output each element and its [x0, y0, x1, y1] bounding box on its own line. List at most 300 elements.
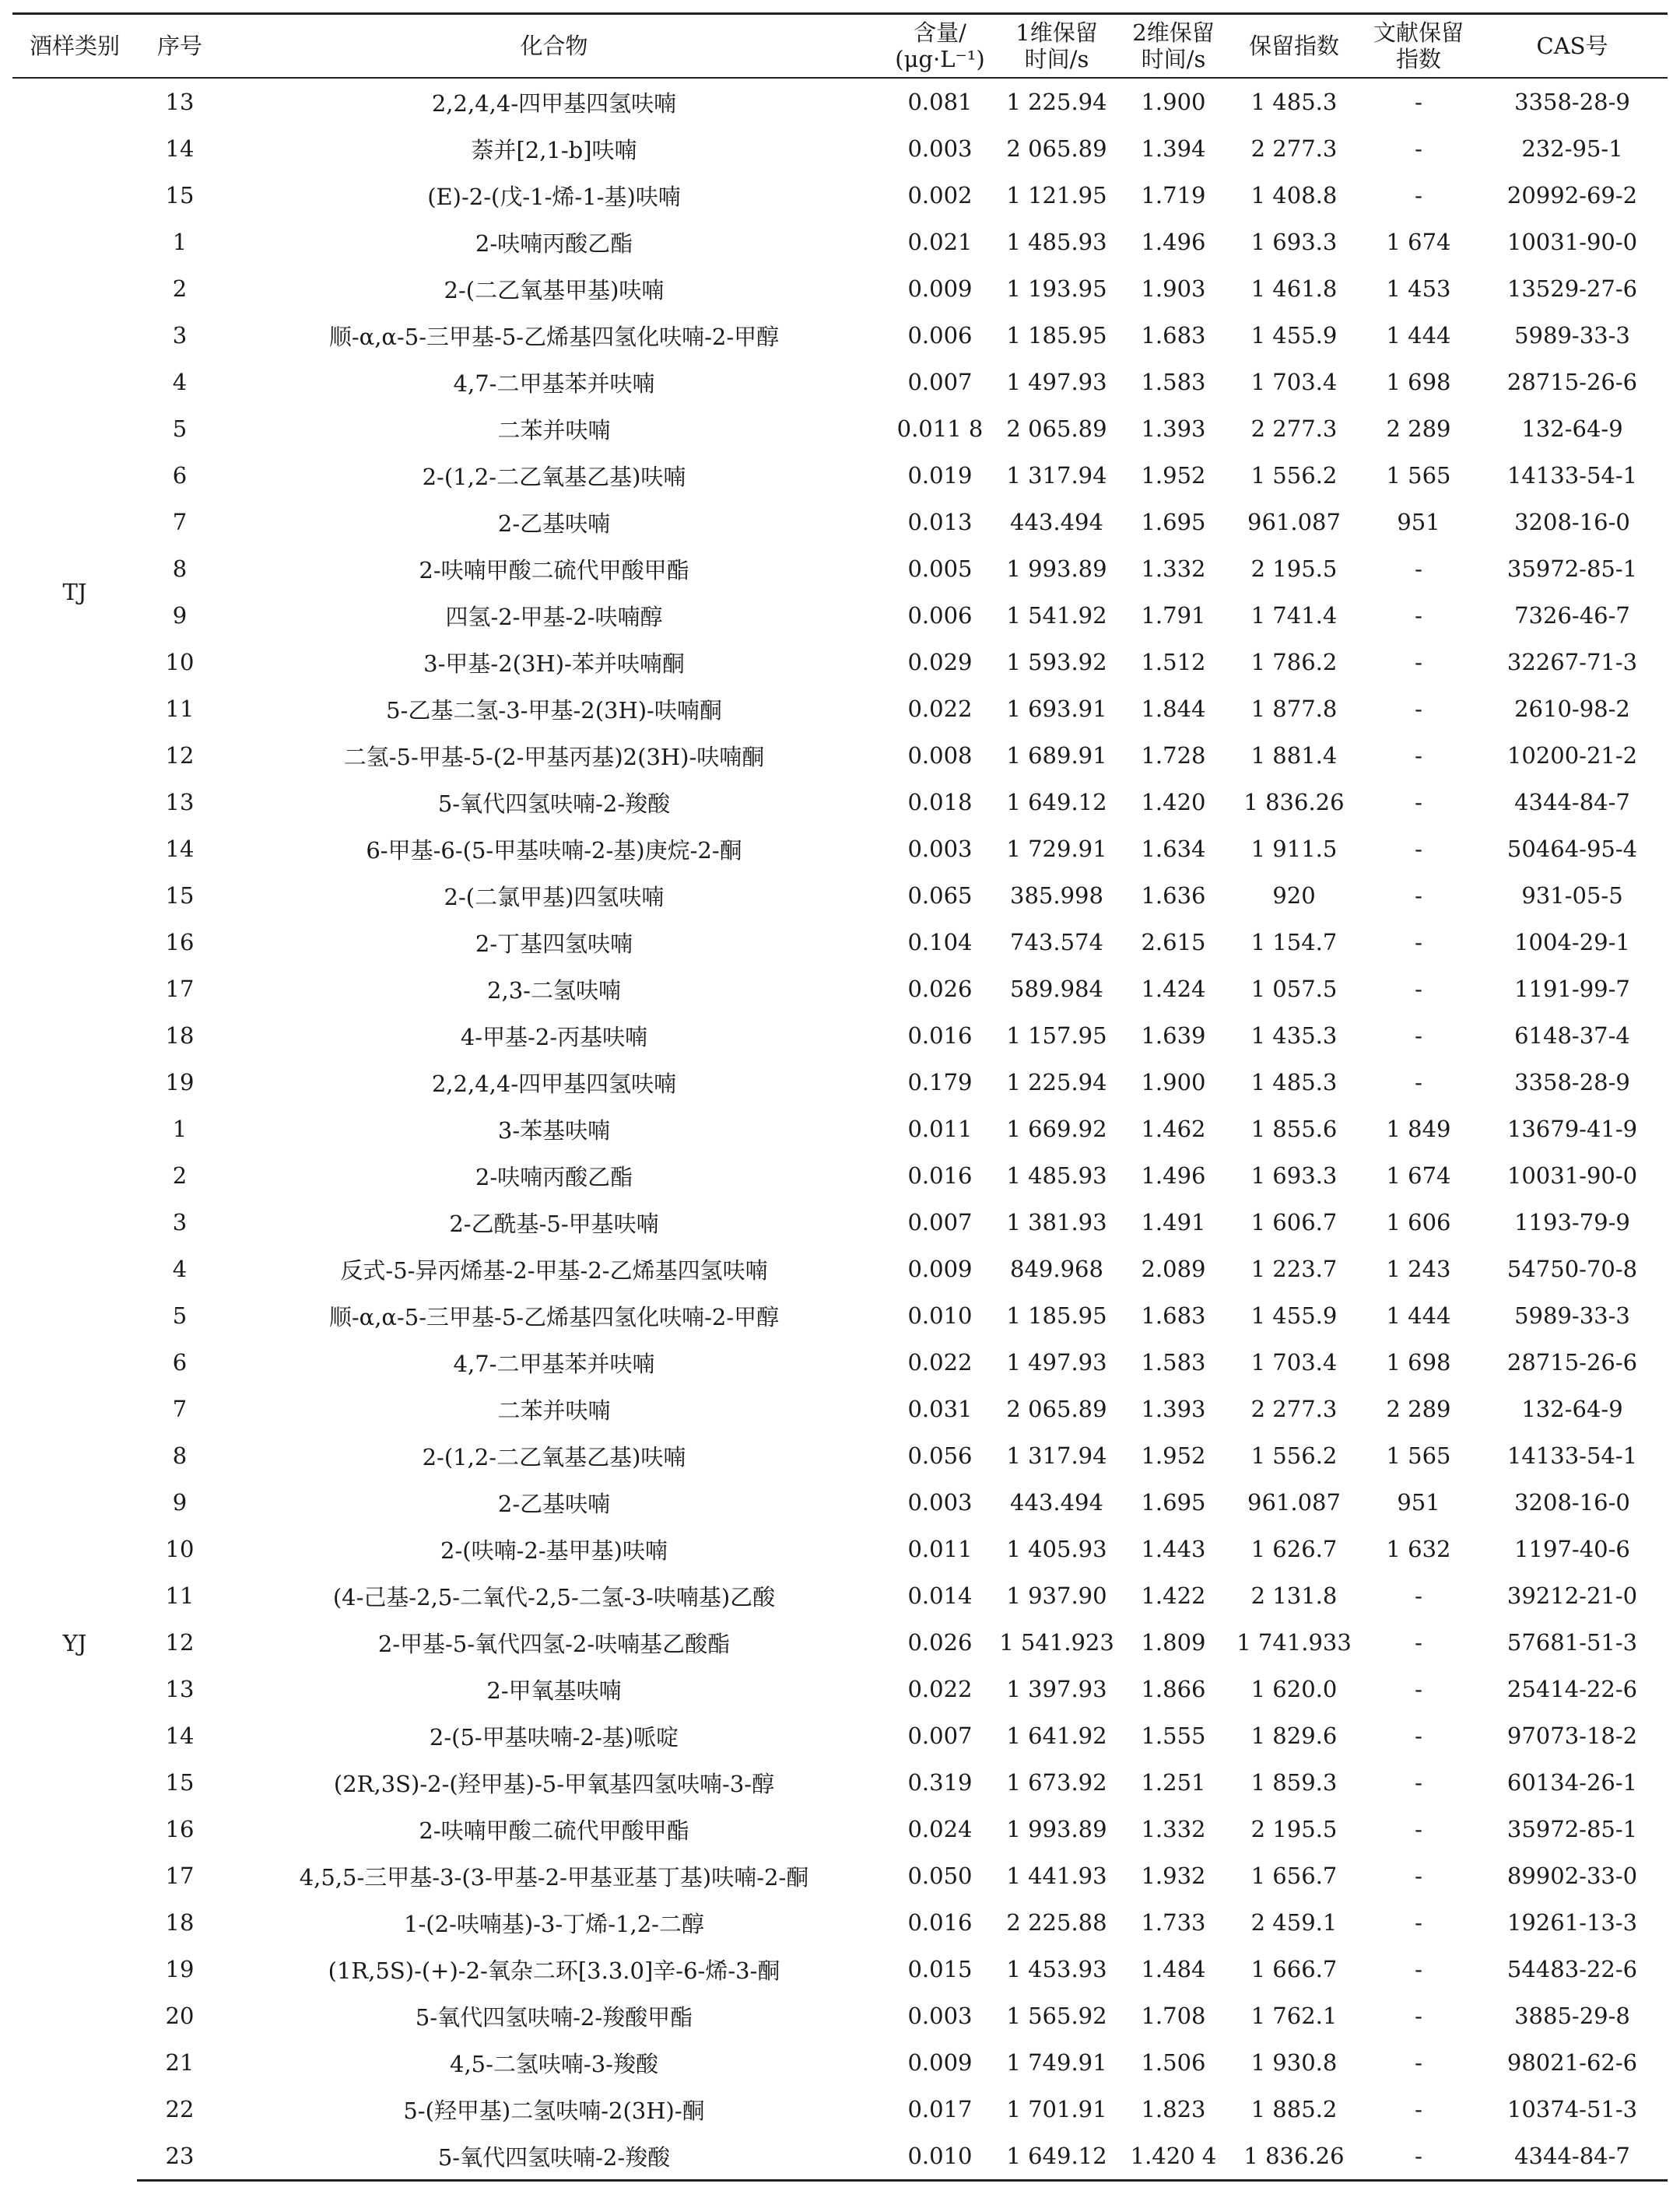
header-rt1	[994, 14, 1119, 79]
content-value: 0.031	[907, 1396, 973, 1422]
compound-name: 3-苯基呋喃	[497, 1116, 611, 1144]
row-number: 8	[172, 556, 188, 582]
literature-index: 1 674	[1386, 229, 1451, 255]
compound-name: 3-甲基-2(3H)-苯并呋喃酮	[423, 650, 685, 677]
row-number: 20	[165, 2003, 195, 2029]
content-value: 0.024	[907, 1816, 973, 1842]
table-row	[12, 1572, 1668, 1619]
row-number: 9	[172, 602, 188, 629]
rt1-value: 1 317.94	[1006, 462, 1107, 489]
table-row	[12, 1946, 1668, 1992]
table-row	[12, 639, 1668, 685]
cas-number: 28715-26-6	[1506, 369, 1638, 395]
content-value: 0.005	[907, 556, 973, 582]
rt1-value: 1 993.89	[1006, 1816, 1107, 1842]
cas-number: 132-64-9	[1521, 1396, 1623, 1422]
compound-name: 5-(羟甲基)二氢呋喃-2(3H)-酮	[403, 2097, 705, 2124]
table-row	[12, 1712, 1668, 1759]
cas-number: 931-05-5	[1521, 882, 1623, 909]
compound-name: 4,5-二氢呋喃-3-羧酸	[450, 2050, 658, 2077]
row-number: 16	[165, 1816, 195, 1842]
row-number: 3	[172, 1209, 188, 1235]
compound-name: 2-(二乙氧基甲基)呋喃	[444, 276, 665, 303]
rt1-value: 443.494	[1010, 509, 1103, 535]
table-row	[12, 779, 1668, 825]
row-number: 16	[165, 929, 195, 955]
rt2-value: 1.443	[1141, 1536, 1206, 1562]
rt1-value: 1 701.91	[1006, 2096, 1107, 2122]
cas-number: 35972-85-1	[1506, 1816, 1638, 1842]
content-value: 0.003	[907, 135, 973, 162]
rt2-value: 1.733	[1141, 1909, 1206, 1936]
rt1-value: 443.494	[1010, 1489, 1103, 1516]
literature-index: -	[1415, 789, 1422, 815]
header-compound: 化合物	[223, 14, 886, 79]
header-rt1-line1: 1维保留	[1015, 19, 1098, 46]
retention-index: 1 741.933	[1236, 1629, 1352, 1656]
rt2-value: 1.823	[1141, 2096, 1206, 2122]
cas-number: 1193-79-9	[1514, 1209, 1630, 1235]
table-row	[12, 1432, 1668, 1479]
rt1-value: 849.968	[1010, 1256, 1103, 1282]
row-number: 19	[165, 1956, 195, 1982]
compound-name: (4-己基-2,5-二氧代-2,5-二氢-3-呋喃基)乙酸	[332, 1583, 776, 1610]
cas-number: 10031-90-0	[1506, 229, 1638, 255]
literature-index: 1 444	[1386, 1302, 1451, 1329]
rt2-value: 2.615	[1141, 929, 1206, 955]
content-value: 0.010	[907, 1302, 973, 1329]
row-number: 11	[165, 696, 195, 722]
header-rt2-line1: 2维保留	[1132, 19, 1215, 46]
rt2-value: 1.332	[1141, 1816, 1206, 1842]
retention-index: 1 693.3	[1250, 1162, 1338, 1189]
content-value: 0.029	[907, 649, 973, 675]
rt2-value: 1.695	[1141, 1489, 1206, 1516]
literature-index: -	[1415, 649, 1422, 675]
content-value: 0.009	[907, 275, 973, 302]
compound-name: 2-甲氧基呋喃	[486, 1677, 622, 1704]
rt2-value: 1.583	[1141, 369, 1206, 395]
row-number: 11	[165, 1582, 195, 1609]
content-value: 0.007	[907, 369, 973, 395]
row-number: 6	[172, 462, 188, 489]
retention-index: 1 762.1	[1250, 2003, 1338, 2029]
content-value: 0.016	[907, 1022, 973, 1049]
cas-number: 7326-46-7	[1514, 602, 1630, 629]
literature-index: -	[1415, 2003, 1422, 2029]
row-number: 10	[165, 1536, 195, 1562]
rt2-value: 1.634	[1141, 836, 1206, 862]
literature-index: -	[1415, 1816, 1422, 1842]
table-row	[12, 312, 1668, 359]
rt2-value: 1.583	[1141, 1349, 1206, 1376]
rt2-value: 1.422	[1141, 1582, 1206, 1609]
retention-index: 1 859.3	[1250, 1769, 1338, 1796]
table-row	[12, 1386, 1668, 1432]
cas-number: 5989-33-3	[1514, 322, 1630, 349]
compound-name: 2-乙基呋喃	[497, 1490, 611, 1517]
row-number: 4	[172, 1256, 188, 1282]
row-number: 3	[172, 322, 188, 349]
header-lit-ri	[1360, 14, 1477, 79]
table-row	[12, 1199, 1668, 1246]
header-rt1-line2: 时间/s	[1024, 46, 1089, 72]
cas-number: 13679-41-9	[1506, 1116, 1638, 1142]
content-value: 0.022	[907, 1349, 973, 1376]
compound-name: 2-(1,2-二乙氧基乙基)呋喃	[422, 463, 686, 490]
rt1-value: 1 485.93	[1006, 1162, 1107, 1189]
row-number: 18	[165, 1022, 195, 1049]
retention-index: 1 455.9	[1250, 322, 1338, 349]
cas-number: 32267-71-3	[1506, 649, 1638, 675]
literature-index: 1 632	[1386, 1536, 1451, 1562]
rt1-value: 1 565.92	[1006, 2003, 1107, 2029]
rt1-value: 1 729.91	[1006, 836, 1107, 862]
retention-index: 1 620.0	[1250, 1676, 1338, 1702]
cas-number: 10374-51-3	[1506, 2096, 1638, 2122]
table-row	[12, 2086, 1668, 2133]
row-number: 2	[172, 275, 188, 302]
table-row	[12, 359, 1668, 405]
row-number: 13	[165, 89, 195, 115]
table-row	[12, 1899, 1668, 1946]
row-number: 13	[165, 1676, 195, 1702]
content-value: 0.015	[907, 1956, 973, 1982]
literature-index: -	[1415, 1069, 1422, 1095]
content-value: 0.014	[907, 1582, 973, 1609]
header-rt2-line2: 时间/s	[1141, 46, 1206, 72]
table-row	[12, 405, 1668, 452]
compound-name: 6-甲基-6-(5-甲基呋喃-2-基)庚烷-2-酮	[366, 836, 742, 864]
cas-number: 19261-13-3	[1506, 1909, 1638, 1936]
row-number: 18	[165, 1909, 195, 1936]
literature-index: 1 849	[1386, 1116, 1451, 1142]
table-row	[12, 872, 1668, 919]
rt2-value: 1.695	[1141, 509, 1206, 535]
literature-index: -	[1415, 882, 1422, 909]
content-value: 0.026	[907, 976, 973, 1002]
compound-name: 顺-α,α-5-三甲基-5-乙烯基四氢化呋喃-2-甲醇	[328, 1303, 780, 1330]
retention-index: 1 703.4	[1250, 1349, 1338, 1376]
cas-number: 1004-29-1	[1514, 929, 1630, 955]
row-number: 14	[165, 836, 195, 862]
rt2-value: 1.462	[1141, 1116, 1206, 1142]
compound-name: (E)-2-(戊-1-烯-1-基)呋喃	[427, 183, 681, 210]
table-row	[12, 919, 1668, 966]
literature-index: -	[1415, 135, 1422, 162]
row-number: 5	[172, 1302, 188, 1329]
content-value: 0.016	[907, 1909, 973, 1936]
rt2-value: 1.491	[1141, 1209, 1206, 1235]
literature-index: -	[1415, 89, 1422, 115]
literature-index: -	[1415, 976, 1422, 1002]
literature-index: -	[1360, 2133, 1477, 2181]
row-number: 8	[172, 1442, 188, 1469]
table-row	[12, 1059, 1668, 1106]
literature-index: -	[1415, 2049, 1422, 2076]
cas-number: 232-95-1	[1521, 135, 1623, 162]
rt2-value: 1.512	[1141, 649, 1206, 675]
table-row	[12, 1012, 1668, 1059]
compound-name: 反式-5-异丙烯基-2-甲基-2-乙烯基四氢呋喃	[340, 1256, 768, 1284]
cas-number: 10200-21-2	[1506, 742, 1638, 769]
row-number: 10	[165, 649, 195, 675]
literature-index: -	[1415, 1863, 1422, 1889]
row-number: 7	[172, 509, 188, 535]
row-number: 23	[137, 2133, 223, 2181]
compound-name: 2,2,4,4-四甲基四氢呋喃	[431, 89, 677, 117]
row-number: 2	[172, 1162, 188, 1189]
retention-index: 1 455.9	[1250, 1302, 1338, 1329]
cas-number: 98021-62-6	[1506, 2049, 1638, 2076]
literature-index: 2 289	[1386, 415, 1451, 442]
rt2-value: 1.506	[1141, 2049, 1206, 2076]
table-header	[12, 14, 1668, 79]
compound-table	[12, 12, 1668, 2182]
rt2-value: 1.251	[1141, 1769, 1206, 1796]
rt2-value: 1.683	[1141, 1302, 1206, 1329]
rt2-value: 1.424	[1141, 976, 1206, 1002]
rt1-value: 1 669.92	[1006, 1116, 1107, 1142]
retention-index: 1 786.2	[1250, 649, 1338, 675]
table-row	[12, 2039, 1668, 2086]
rt1-value: 1 749.91	[1006, 2049, 1107, 2076]
row-number: 14	[165, 135, 195, 162]
retention-index: 1 154.7	[1250, 929, 1338, 955]
row-number: 1	[172, 229, 188, 255]
rt2-value: 2.089	[1141, 1256, 1206, 1282]
literature-index: -	[1415, 1582, 1422, 1609]
rt1-value: 1 317.94	[1006, 1442, 1107, 1469]
rt1-value: 1 993.89	[1006, 556, 1107, 582]
document-page	[12, 12, 1668, 2182]
rt1-value: 2 065.89	[1006, 135, 1107, 162]
content-value: 0.011 8	[896, 415, 984, 442]
table-row	[12, 219, 1668, 265]
rt1-value: 589.984	[1010, 976, 1103, 1002]
rt2-value: 1.496	[1141, 229, 1206, 255]
table-row	[12, 545, 1668, 592]
table-row	[12, 1479, 1668, 1526]
compound-name: 萘并[2,1-b]呋喃	[471, 136, 637, 163]
compound-name: 5-乙基二氢-3-甲基-2(3H)-呋喃酮	[386, 696, 722, 724]
retention-index: 1 741.4	[1250, 602, 1338, 629]
cas-number: 28715-26-6	[1506, 1349, 1638, 1376]
retention-index: 961.087	[1247, 1489, 1341, 1516]
rt2-value: 1.484	[1141, 1956, 1206, 1982]
retention-index: 1 911.5	[1250, 836, 1338, 862]
compound-name: 顺-α,α-5-三甲基-5-乙烯基四氢化呋喃-2-甲醇	[328, 323, 780, 350]
rt2-value: 1.332	[1141, 556, 1206, 582]
header-content-line2: (μg·L⁻¹)	[895, 46, 985, 72]
rt2-value: 1.683	[1141, 322, 1206, 349]
table-row	[12, 1246, 1668, 1292]
rt1-value: 1 673.92	[1006, 1769, 1107, 1796]
retention-index: 2 277.3	[1250, 1396, 1338, 1422]
content-value: 0.003	[907, 2003, 973, 2029]
compound-name: 四氢-2-甲基-2-呋喃醇	[445, 603, 663, 630]
table-row	[12, 1292, 1668, 1339]
rt1-value: 1 225.94	[1006, 89, 1107, 115]
retention-index: 1 855.6	[1250, 1116, 1338, 1142]
row-number: 15	[165, 1769, 195, 1796]
row-number: 22	[165, 2096, 195, 2122]
literature-index: 951	[1397, 1489, 1440, 1516]
rt2-value: 1.791	[1141, 602, 1206, 629]
content-value: 0.065	[907, 882, 973, 909]
table-row	[12, 825, 1668, 872]
retention-index: 1 656.7	[1250, 1863, 1338, 1889]
content-value: 0.006	[907, 602, 973, 629]
retention-index: 1 703.4	[1250, 369, 1338, 395]
cas-number: 54750-70-8	[1506, 1256, 1638, 1282]
retention-index: 1 836.26	[1228, 2133, 1360, 2181]
literature-index: -	[1415, 556, 1422, 582]
cas-number: 14133-54-1	[1506, 1442, 1638, 1469]
literature-index: -	[1415, 1022, 1422, 1049]
rt1-value: 1 121.95	[1006, 182, 1107, 209]
header-no: 序号	[137, 14, 223, 79]
header-content	[886, 14, 994, 79]
content-value: 0.179	[907, 1069, 973, 1095]
rt1-value: 1 649.12	[1006, 789, 1107, 815]
compound-name: 2-(二氯甲基)四氢呋喃	[444, 883, 665, 910]
retention-index: 2 277.3	[1250, 135, 1338, 162]
row-number: 12	[165, 742, 195, 769]
table-row	[12, 1619, 1668, 1666]
rt1-value: 1 497.93	[1006, 369, 1107, 395]
retention-index: 961.087	[1247, 509, 1341, 535]
rt1-value: 1 485.93	[1006, 229, 1107, 255]
sample-category: YJ	[62, 1629, 87, 1656]
table-row	[12, 499, 1668, 545]
rt1-value: 1 541.92	[1006, 602, 1107, 629]
row-number: 13	[165, 789, 195, 815]
row-number: 6	[172, 1349, 188, 1376]
compound-name: 2-呋喃丙酸乙酯	[475, 230, 633, 257]
retention-index: 1 829.6	[1250, 1723, 1338, 1749]
content-value: 0.016	[907, 1162, 973, 1189]
rt2-value: 1.903	[1141, 275, 1206, 302]
retention-index: 1 461.8	[1250, 275, 1338, 302]
cas-number: 4344-84-7	[1514, 789, 1630, 815]
table-row	[12, 265, 1668, 312]
rt1-value: 1 157.95	[1006, 1022, 1107, 1049]
retention-index: 1 877.8	[1250, 696, 1338, 722]
literature-index: -	[1415, 1956, 1422, 1982]
table-row	[12, 1759, 1668, 1806]
content-value: 0.006	[907, 322, 973, 349]
retention-index: 2 459.1	[1250, 1909, 1338, 1936]
table-row	[12, 1852, 1668, 1899]
content-value: 0.010	[886, 2133, 994, 2181]
literature-index: 1 674	[1386, 1162, 1451, 1189]
cas-number: 3358-28-9	[1514, 89, 1630, 115]
retention-index: 1 057.5	[1250, 976, 1338, 1002]
content-value: 0.007	[907, 1209, 973, 1235]
retention-index: 2 195.5	[1250, 556, 1338, 582]
literature-index: 951	[1397, 509, 1440, 535]
literature-index: 1 565	[1386, 462, 1451, 489]
cas-number: 57681-51-3	[1506, 1629, 1638, 1656]
row-number: 19	[165, 1069, 195, 1095]
retention-index: 1 881.4	[1250, 742, 1338, 769]
table-row	[12, 1339, 1668, 1386]
cas-number: 4344-84-7	[1477, 2133, 1668, 2181]
rt2-value: 1.420 4	[1119, 2133, 1228, 2181]
content-value: 0.319	[907, 1769, 973, 1796]
retention-index: 1 485.3	[1250, 89, 1338, 115]
literature-index: 1 565	[1386, 1442, 1451, 1469]
content-value: 0.007	[907, 1723, 973, 1749]
rt1-value: 1 185.95	[1006, 322, 1107, 349]
cas-number: 20992-69-2	[1506, 182, 1638, 209]
header-cas: CAS号	[1477, 14, 1668, 79]
compound-name: 4,7-二甲基苯并呋喃	[453, 1350, 655, 1377]
compound-name: 二氢-5-甲基-5-(2-甲基丙基)2(3H)-呋喃酮	[343, 743, 765, 770]
retention-index: 1 606.7	[1250, 1209, 1338, 1235]
compound-name: 2,3-二氢呋喃	[487, 976, 621, 1004]
compound-name: 2-甲基-5-氧代四氢-2-呋喃基乙酸酯	[377, 1630, 731, 1657]
retention-index: 1 556.2	[1250, 1442, 1338, 1469]
rt1-value: 1 541.923	[999, 1629, 1114, 1656]
content-value: 0.026	[907, 1629, 973, 1656]
table-row	[12, 1992, 1668, 2039]
literature-index: 1 243	[1386, 1256, 1451, 1282]
rt1-value: 1 689.91	[1006, 742, 1107, 769]
compound-name: 2-(1,2-二乙氧基乙基)呋喃	[422, 1443, 686, 1470]
rt1-value: 1 649.12	[994, 2133, 1119, 2181]
row-number: 15	[165, 182, 195, 209]
retention-index: 2 131.8	[1250, 1582, 1338, 1609]
rt2-value: 1.866	[1141, 1676, 1206, 1702]
literature-index: -	[1415, 1769, 1422, 1796]
rt1-value: 1 497.93	[1006, 1349, 1107, 1376]
cas-number: 3358-28-9	[1514, 1069, 1630, 1095]
rt2-value: 1.394	[1141, 135, 1206, 162]
table-row	[12, 592, 1668, 639]
cas-number: 1191-99-7	[1514, 976, 1630, 1002]
literature-index: 1 453	[1386, 275, 1451, 302]
content-value: 0.019	[907, 462, 973, 489]
compound-name: 二苯并呋喃	[497, 416, 611, 443]
literature-index: -	[1415, 1909, 1422, 1936]
compound-name: 5-氧代四氢呋喃-2-羧酸甲酯	[415, 2003, 693, 2031]
cas-number: 1197-40-6	[1514, 1536, 1630, 1562]
retention-index: 1 885.2	[1250, 2096, 1338, 2122]
cas-number: 50464-95-4	[1506, 836, 1638, 862]
content-value: 0.017	[907, 2096, 973, 2122]
literature-index: -	[1415, 696, 1422, 722]
retention-index: 1 836.26	[1243, 789, 1345, 815]
literature-index: 1 606	[1386, 1209, 1451, 1235]
rt2-value: 1.639	[1141, 1022, 1206, 1049]
cas-number: 89902-33-0	[1506, 1863, 1638, 1889]
rt2-value: 1.393	[1141, 1396, 1206, 1422]
retention-index: 1 223.7	[1250, 1256, 1338, 1282]
table-row	[12, 2133, 1668, 2181]
literature-index: -	[1415, 1676, 1422, 1702]
content-value: 0.003	[907, 836, 973, 862]
compound-name: 2-乙酰基-5-甲基呋喃	[449, 1210, 659, 1237]
rt2-value: 1.636	[1141, 882, 1206, 909]
cas-number: 5989-33-3	[1514, 1302, 1630, 1329]
table-row	[12, 966, 1668, 1012]
compound-name: 2-(呋喃-2-基甲基)呋喃	[440, 1537, 668, 1564]
header-ri: 保留指数	[1228, 14, 1360, 79]
cas-number: 97073-18-2	[1506, 1723, 1638, 1749]
header-lit-line1: 文献保留	[1373, 19, 1464, 46]
